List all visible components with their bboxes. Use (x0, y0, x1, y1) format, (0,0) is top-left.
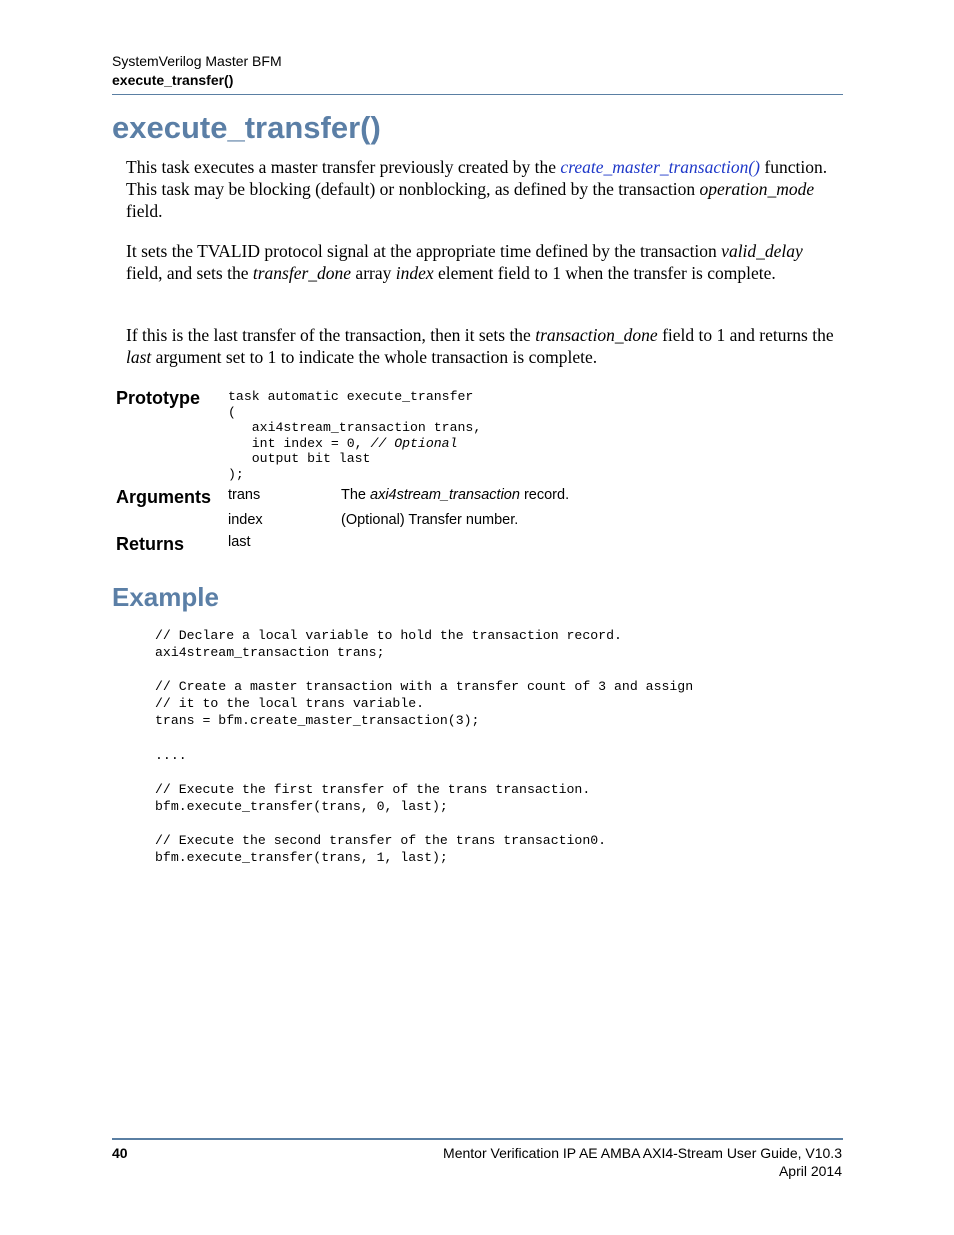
italic-term: transfer_done (252, 263, 352, 283)
footer-doc-title: Mentor Verification IP AE AMBA AXI4-Stream User Guide, V10.3 (443, 1145, 842, 1161)
text: function. This task may be blocking (default) or nonblocking, as defined by the transaction (126, 157, 828, 199)
header-section: SystemVerilog Master BFM (112, 53, 282, 69)
description-paragraph-3 (126, 324, 841, 368)
footer-divider (112, 1138, 843, 1140)
italic-term: transaction_done (535, 325, 658, 345)
text: array (351, 263, 396, 283)
argument-name: trans (228, 487, 261, 503)
page-title: execute_transfer() (112, 110, 381, 145)
example-code-block: // Declare a local variable to hold the transaction record. axi4stream_transaction trans; // Create a master transaction with a transfer count of 3 and assign // it to the local trans variable. trans = bfm.create_master_transaction(3); .... // Execute the first transfer of the trans transaction. bfm.execute_transfer(trans, 0, last); // Execute the second transfer of the trans transaction0. bfm.execute_transfer(trans, 1, last); (155, 628, 694, 866)
text: The (341, 487, 371, 503)
text: field, and sets the (126, 263, 253, 283)
text: element field to 1 when the transfer is complete. (433, 263, 776, 283)
footer-date: April 2014 (778, 1163, 842, 1179)
running-header (112, 52, 843, 90)
italic-term: last (126, 347, 152, 367)
italic-term: index (395, 263, 434, 283)
footer-info (443, 1144, 842, 1180)
text: field to 1 and returns the (657, 325, 834, 345)
text: It sets the TVALID protocol signal at the appropriate time defined by the transaction (126, 241, 722, 261)
code-text: output bit last ); (228, 451, 371, 482)
argument-description (341, 486, 569, 505)
example-heading: Example (112, 582, 219, 612)
description-paragraph-2 (126, 240, 841, 284)
italic-term: valid_delay (721, 241, 803, 261)
arguments-label: Arguments (116, 487, 212, 507)
text: record. (519, 487, 570, 503)
prototype-label: Prototype (116, 388, 201, 408)
argument-description: (Optional) Transfer number. (341, 512, 519, 528)
text: This task executes a master transfer previously created by the (126, 157, 561, 177)
code-comment: // Optional (370, 435, 458, 451)
create-master-transaction-link[interactable]: create_master_transaction() (560, 157, 761, 177)
description-paragraph-1 (126, 156, 841, 222)
italic-term: axi4stream_transaction (370, 487, 520, 503)
argument-name: index (228, 512, 263, 528)
return-name: last (228, 534, 251, 550)
text: If this is the last transfer of the transaction, then it sets the (126, 325, 536, 345)
text: argument set to 1 to indicate the whole transaction is complete. (151, 347, 598, 367)
prototype-code-block (228, 389, 481, 482)
page-number: 40 (112, 1145, 128, 1161)
header-subsection: execute_transfer() (112, 72, 234, 88)
text: field. (126, 201, 163, 221)
returns-label: Returns (116, 534, 185, 554)
italic-term: operation_mode (699, 179, 815, 199)
header-divider (112, 94, 843, 95)
code-text: task automatic execute_transfer ( axi4stream_transaction trans, int index = 0, (228, 389, 482, 451)
